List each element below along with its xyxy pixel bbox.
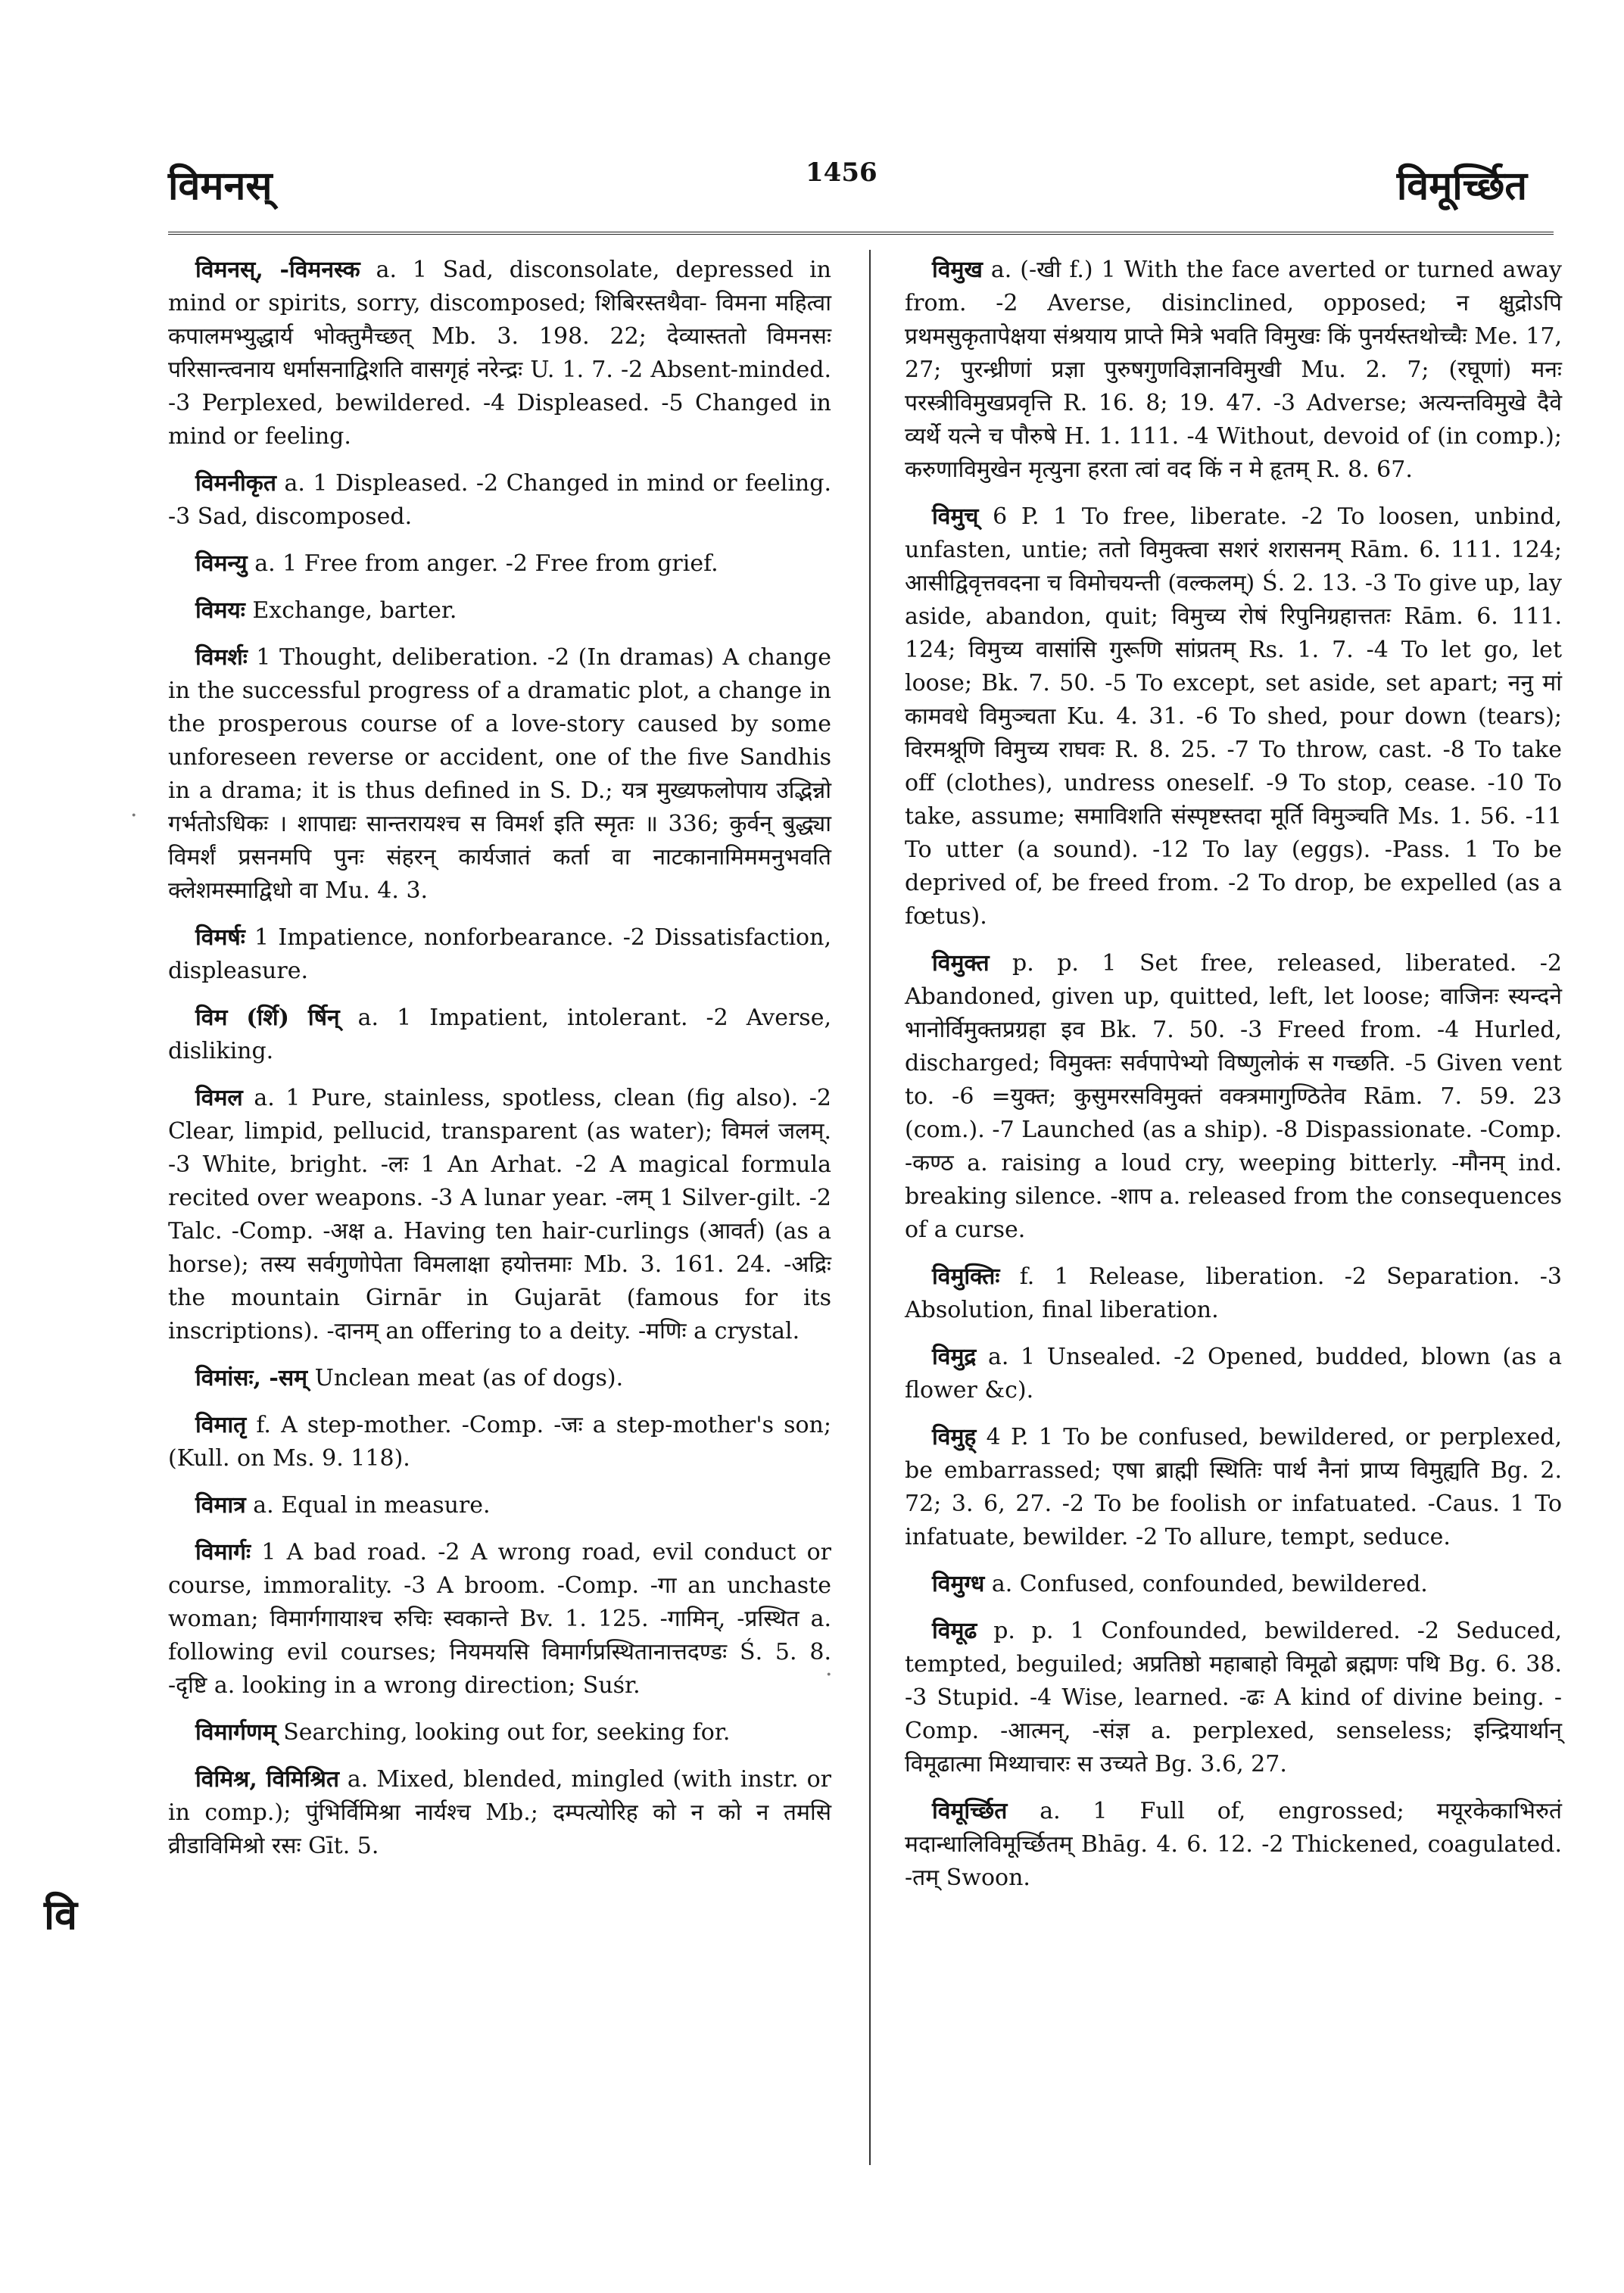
entry-definition: a. 1 Displeased. -2 Changed in mind or feeling. -3 Sad, discomposed. [168,470,831,530]
page-header [0,157,1624,226]
entry-headword: विमुद्र [932,1344,977,1370]
right-column [905,254,1562,1908]
entry-definition: a. 1 Unsealed. -2 Opened, budded, blown (as a flower &c). [905,1344,1562,1404]
margin-speck: · [130,802,138,829]
entry-definition: Exchange, barter. [252,597,457,624]
entry-headword: विमार्गः [195,1539,251,1566]
dictionary-entry [905,1568,1562,1601]
dictionary-entry [168,1002,831,1068]
dictionary-entry [905,947,1562,1247]
dictionary-entry [168,594,831,628]
entry-definition: Searching, looking out for, seeking for. [283,1719,731,1746]
entry-headword: विमयः [195,597,245,624]
entry-headword: विमिश्र, विमिश्रित [195,1766,339,1793]
page-number: 1456 [806,157,877,188]
left-column [168,254,831,1877]
dictionary-entry [905,254,1562,487]
dictionary-entry [905,1260,1562,1327]
entry-definition: Unclean meat (as of dogs). [314,1365,624,1391]
entry-headword: विम (र्शि) र्षिन् [195,1005,340,1031]
entry-headword: विमूढ [932,1618,977,1644]
margin-speck: · [825,1662,833,1688]
entry-headword: विमनीकृत [195,470,276,497]
dictionary-entry [168,254,831,453]
dictionary-entry [168,1082,831,1348]
entry-definition: a. 1 Full of, engrossed; मयूरकेकाभिरुतं मदान्धालिविमूर्च्छितम् Bhāg. 4. 6. 12. -2 Thickened, coagulated. -तम् Swoon. [905,1798,1562,1891]
dictionary-entry [905,1615,1562,1781]
entry-definition: f. A step-mother. -Comp. -जः a step-mother's son; (Kull. on Ms. 9. 118). [168,1412,831,1472]
entry-definition: 1 Impatience, nonforbearance. -2 Dissatisfaction, displeasure. [168,924,831,984]
header-rule [168,232,1554,235]
entry-definition: p. p. 1 Confounded, bewildered. -2 Seduced, tempted, beguiled; अप्रतिष्ठो महाबाहो विमूढो ब्रह्मणः पथि Bg. 6. 38. -3 Stupid. -4 Wise, learned. -ढः A kind of divine being. -Comp. -आत्मन्, -संज्ञ a. perplexed, senseless; इन्द्रियार्थान् विमूढात्मा मिथ्याचारः स उच्यते Bg. 3.6, 27. [905,1618,1562,1777]
dictionary-entry [905,1341,1562,1407]
left-running-head: विमनस् [168,163,273,209]
entry-definition: a. 1 Pure, stainless, spotless, clean (fig also). -2 Clear, limpid, pellucid, transparent (as water); विमलं जलम्. -3 White, bright. -लः 1 An Arhat. -2 A magical formula recited over weapons. -3 A lunar year. -लम् 1 Silver-gilt. -2 Talc. -Comp. -अक्ष a. Having ten hair-curlings (आवर्त) (as a horse); तस्य सर्वगुणोपेता विमलाक्षा हयोत्तमाः Mb. 3. 161. 24. -अद्रिः the mountain Girnār in Gujarāt (famous for its inscriptions). -दानम् an offering to a deity. -मणिः a crystal. [168,1085,831,1344]
dictionary-entry [168,921,831,988]
entry-definition: 4 P. 1 To be confused, bewildered, or perplexed, be embarrassed; एषा ब्राह्मी स्थितिः पार्थ नैनां प्राप्य विमुह्यति Bg. 2. 72; 3. 6, 27. -2 To be foolish or infatuated. -Caus. 1 To infatuate, bewilder. -2 To allure, tempt, seduce. [905,1424,1562,1550]
entry-definition: 1 A bad road. -2 A wrong road, evil conduct or course, immorality. -3 A broom. -Comp. -गा an unchaste woman; विमार्गगायाश्च रुचिः स्वकान्ते Bv. 1. 125. -गामिन्, -प्रस्थित a. following evil courses; नियमयसि विमार्गप्रस्थितानात्तदण्डः Ś. 5. 8. -दृष्टि a. looking in a wrong direction; Suśr. [168,1539,831,1699]
entry-definition: a. (-खी f.) 1 With the face averted or turned away from. -2 Averse, disinclined, opposed; न क्षुद्रोऽपि प्रथमसुकृतापेक्षया संश्रयाय प्राप्ते मित्रे भवति विमुखः किं पुनर्यस्तथोच्चैः Me. 17, 27; पुरन्ध्रीणां प्रज्ञा पुरुषगुणविज्ञानविमुखी Mu. 2. 7; (रघूणां) मनः परस्त्रीविमुखप्रवृत्ति R. 16. 8; 19. 47. -3 Adverse; अत्यन्तविमुखे दैवे व्यर्थे यत्ने च पौरुषे H. 1. 111. -4 Without, devoid of (in comp.); करुणाविमुखेन मृत्युना हरता त्वां वद किं न मे हृतम् R. 8. 67. [905,257,1562,483]
dictionary-entry [168,1716,831,1749]
dictionary-entry [168,1763,831,1863]
entry-definition: a. Confused, confounded, bewildered. [991,1571,1428,1597]
entry-headword: विमुह् [932,1424,977,1450]
entry-definition: a. Equal in measure. [253,1492,491,1519]
entry-definition: a. 1 Impatient, intolerant. -2 Averse, disliking. [168,1005,831,1064]
entry-headword: विमुच् [932,503,979,530]
right-running-head: विमूर्च्छित [1396,163,1527,209]
dictionary-entry [168,1489,831,1522]
dictionary-entry [168,547,831,581]
dictionary-entry [905,1795,1562,1895]
entry-headword: विमर्षः [195,924,245,951]
dictionary-entry [905,500,1562,933]
entry-definition: f. 1 Release, liberation. -2 Separation. -3 Absolution, final liberation. [905,1263,1563,1323]
entry-headword: विमांसः, -सम् [195,1365,308,1391]
entry-headword: विमार्गणम् [195,1719,276,1746]
entry-headword: विमातृ [195,1412,247,1438]
entry-headword: विमुक्तिः [932,1263,1000,1290]
entry-headword: विमर्शः [195,644,248,671]
entry-definition: a. 1 Sad, disconsolate, depressed in mind or spirits, sorry, discomposed; शिबिरस्तथैवा- विमना महित्वा कपालमभ्युद्धार्य भोक्तुमैच्छत् Mb. 3. 198. 22; देव्यास्ततो विमनसः परिसान्त्वनाय धर्मासनाद्विशति वासगृहं नरेन्द्रः U. 1. 7. -2 Absent-minded. -3 Perplexed, bewildered. -4 Displeased. -5 Changed in mind or feeling. [168,257,831,450]
dictionary-entry [168,641,831,908]
entry-definition: 1 Thought, deliberation. -2 (In dramas) A change in the successful progress of a dramatic plot, a change in the prosperous course of a love-story caused by some unforeseen reverse or accident, one of the five Sandhis in a drama; it is thus defined in S. D.; यत्र मुख्यफलोपाय उद्भिन्नो गर्भतोऽधिकः । शापाद्यः सान्तरायश्च स विमर्श इति स्मृतः ॥ 336; कुर्वन् बुद्ध्या विमर्शं प्रसनमपि पुनः संहरन् कार्यजातं कर्ता वा नाटकानामिममनुभवति क्लेशमस्माद्विधो वा Mu. 4. 3. [168,644,831,904]
entry-definition: p. p. 1 Set free, released, liberated. -2 Abandoned, given up, quitted, left, let loose; वाजिनः स्यन्दने भानोर्विमुक्तप्रग्रहा इव Bk. 7. 50. -3 Freed from. -4 Hurled, discharged; विमुक्तः सर्वपापेभ्यो विष्णुलोकं स गच्छति. -5 Given vent to. -6 =युक्त; कुसुमरसविमुक्तं वक्त्रमागुण्ठितेव Rām. 7. 59. 23 (com.). -7 Launched (as a ship). -8 Dispassionate. -Comp. -कण्ठ a. raising a loud cry, weeping bitterly. -मौनम् ind. breaking silence. -शाप a. released from the consequences of a curse. [905,950,1562,1243]
dictionary-entry [168,1409,831,1475]
entry-headword: विमनस्, -विमनस्क [195,257,360,283]
entry-headword: विमन्यु [195,550,248,577]
entry-headword: विमुख [932,257,983,283]
entry-definition: a. Mixed, blended, mingled (with instr. or in comp.); पुंभिर्विमिश्रा नार्यश्च Mb.; दम्पत्योरिह को न को न तमसि व्रीडाविमिश्रो रसः Gīt. 5. [168,1766,831,1859]
column-divider [869,250,871,2165]
entry-headword: विमुक्त [932,950,990,977]
entry-headword: विमुग्ध [932,1571,985,1597]
entry-headword: विमात्र [195,1492,246,1519]
entry-headword: विमूर्च्छित [932,1798,1008,1824]
entry-headword: विमल [195,1085,243,1111]
entry-definition: 6 P. 1 To free, liberate. -2 To loosen, unbind, unfasten, untie; ततो विमुक्त्वा सशरं शरासनम् Rām. 6. 111. 124; आसीद्विवृत्तवदना च विमोचयन्ती (वल्कलम्) Ś. 2. 13. -3 To give up, lay aside, abandon, quit; विमुच्य रोषं रिपुनिग्रहात्ततः Rām. 6. 111. 124; विमुच्य वासांसि गुरूणि सांप्रतम् Rs. 1. 7. -4 To let go, let loose; Bk. 7. 50. -5 To except, set aside, set apart; ननु मां कामवधे विमुञ्चता Ku. 4. 31. -6 To shed, pour down (tears); विरमश्रूणि विमुच्य राघवः R. 8. 25. -7 To throw, cast. -8 To take off (clothes), undress oneself. -9 To stop, cease. -10 To take, assume; समाविशति संस्पृष्टस्तदा मूर्ति विमुञ्चति Ms. 1. 56. -11 To utter (a sound). -12 To lay (eggs). -Pass. 1 To be deprived of, be freed from. -2 To drop, be expelled (as a fœtus). [905,503,1562,930]
entry-definition: a. 1 Free from anger. -2 Free from grief. [254,550,718,577]
dictionary-entry [168,1362,831,1395]
margin-thumb-index: वि [44,1890,78,1939]
dictionary-entry [905,1421,1562,1554]
dictionary-entry [168,467,831,534]
dictionary-entry [168,1536,831,1703]
